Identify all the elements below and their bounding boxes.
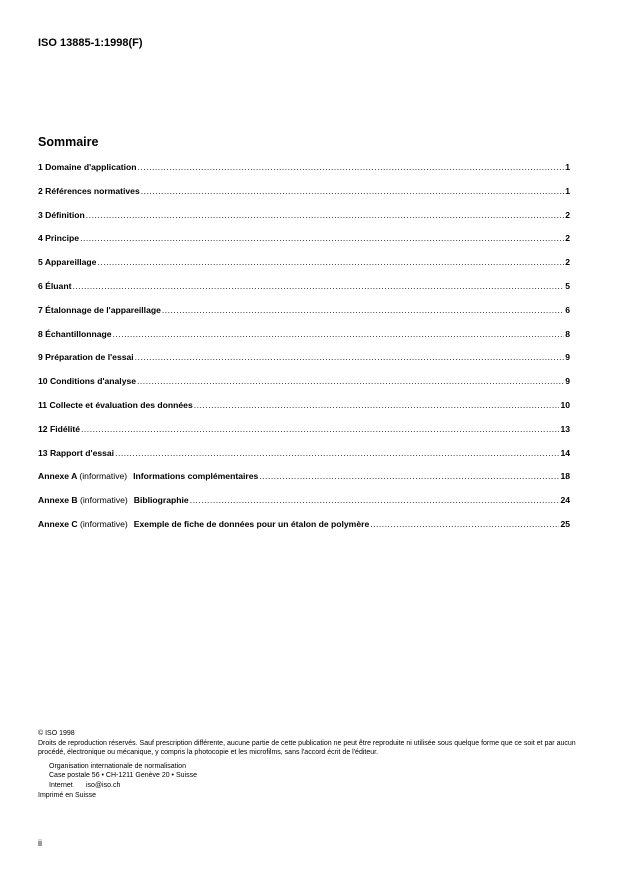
toc-annex-entry[interactable]	[38, 471, 570, 495]
toc-leader	[97, 257, 564, 267]
toc-entry-page: 1	[565, 162, 570, 172]
rights-notice: Droits de reproduction réservés. Sauf prescription différente, aucune partie de cette publication ne peut être reproduite ni utilisée sous quelque forme que ce soit et par aucun procédé, électronique ou mécanique, y compris la photocopie et les microfilms, sans l'accord écrit de l'éditeur.	[38, 739, 576, 757]
toc-entry-page: 8	[565, 328, 570, 339]
toc-entry-label: 3 Définition	[38, 209, 85, 220]
toc-entry-page: 1	[565, 185, 570, 196]
toc-entry-label: 8 Échantillonnage	[38, 328, 112, 339]
toc-entry[interactable]	[38, 352, 570, 376]
page-number: ii	[38, 838, 42, 848]
toc-entry[interactable]	[38, 329, 570, 353]
toc-entry-label: 11 Collecte et évaluation des données	[38, 399, 193, 410]
toc-leader	[135, 352, 565, 362]
annex-name: Annexe A	[38, 471, 77, 482]
toc-entry-label: 7 Étalonnage de l'appareillage	[38, 304, 161, 315]
toc-entry-page: 25	[560, 518, 570, 529]
toc-entry-page: 2	[565, 233, 570, 244]
toc-leader	[81, 424, 559, 434]
annex-type: (informative)	[79, 471, 128, 482]
annex-title: Bibliographie	[133, 495, 189, 506]
organisation-name: Organisation internationale de normalisation	[49, 762, 186, 770]
toc-entry-label: 1 Domaine d'application	[38, 162, 137, 172]
toc-entry[interactable]	[38, 305, 570, 329]
toc-annex-entry[interactable]	[38, 495, 570, 519]
table-of-contents	[38, 162, 570, 543]
toc-leader	[190, 495, 560, 505]
toc-entry-page: 14	[560, 447, 570, 458]
toc-leader	[72, 281, 564, 291]
document-header: ISO 13885-1:1998(F)	[38, 37, 143, 49]
toc-entry-page: 13	[560, 423, 570, 434]
copyright-footer	[38, 729, 578, 800]
toc-title: Sommaire	[38, 135, 99, 149]
toc-entry-label: 5 Appareillage	[38, 257, 97, 268]
toc-entry[interactable]	[38, 162, 570, 186]
toc-entry-label: 6 Éluant	[38, 280, 72, 291]
toc-annex-entry[interactable]	[38, 519, 570, 543]
toc-entry[interactable]	[38, 424, 570, 448]
toc-entry[interactable]	[38, 448, 570, 472]
toc-entry-page: 10	[560, 399, 570, 410]
toc-leader	[137, 376, 564, 386]
toc-entry-label: 9 Préparation de l'essai	[38, 352, 134, 363]
toc-entry[interactable]	[38, 186, 570, 210]
toc-entry-label: 4 Principe	[38, 233, 80, 244]
printed-in: Imprimé en Suisse	[38, 791, 96, 799]
toc-entry-page: 24	[560, 495, 570, 506]
copyright-line: © ISO 1998	[38, 730, 75, 737]
toc-leader	[259, 471, 559, 481]
toc-entry-label: 10 Conditions d'analyse	[38, 376, 137, 387]
toc-entry[interactable]	[38, 400, 570, 424]
toc-entry-label: 12 Fidélité	[38, 423, 81, 434]
internet-email: iso@iso.ch	[86, 781, 121, 789]
toc-entry[interactable]	[38, 376, 570, 400]
toc-entry[interactable]	[38, 257, 570, 281]
annex-title: Exemple de fiche de données pour un étalon de polymère	[133, 518, 370, 529]
toc-entry-page: 9	[565, 352, 570, 363]
toc-entry-page: 18	[560, 471, 570, 482]
toc-entry[interactable]	[38, 233, 570, 257]
toc-leader	[370, 519, 559, 529]
toc-leader	[86, 210, 564, 220]
toc-leader	[162, 305, 564, 315]
toc-entry-page: 2	[565, 209, 570, 220]
toc-entry-page: 2	[565, 257, 570, 268]
toc-leader	[80, 233, 564, 243]
toc-entry-page: 5	[565, 280, 570, 291]
toc-leader	[138, 162, 565, 172]
annex-title: Informations complémentaires	[133, 471, 259, 482]
toc-entry-page: 6	[565, 304, 570, 315]
toc-entry[interactable]	[38, 281, 570, 305]
annex-type: (informative)	[80, 518, 128, 529]
toc-entry-label: 13 Rapport d'essai	[38, 447, 115, 458]
toc-entry[interactable]	[38, 210, 570, 234]
toc-entry-page: 9	[565, 376, 570, 387]
annex-name: Annexe B	[38, 495, 78, 506]
annex-name: Annexe C	[38, 518, 78, 529]
toc-leader	[141, 186, 564, 196]
toc-leader	[194, 400, 560, 410]
postal-address: Case postale 56 • CH-1211 Genève 20 • Suisse	[49, 772, 197, 780]
toc-entry-label: 2 Références normatives	[38, 185, 140, 196]
annex-type: (informative)	[80, 495, 128, 506]
toc-leader	[113, 329, 565, 339]
internet-line	[38, 781, 578, 791]
internet-label: Internet	[49, 781, 73, 789]
toc-leader	[115, 448, 559, 458]
